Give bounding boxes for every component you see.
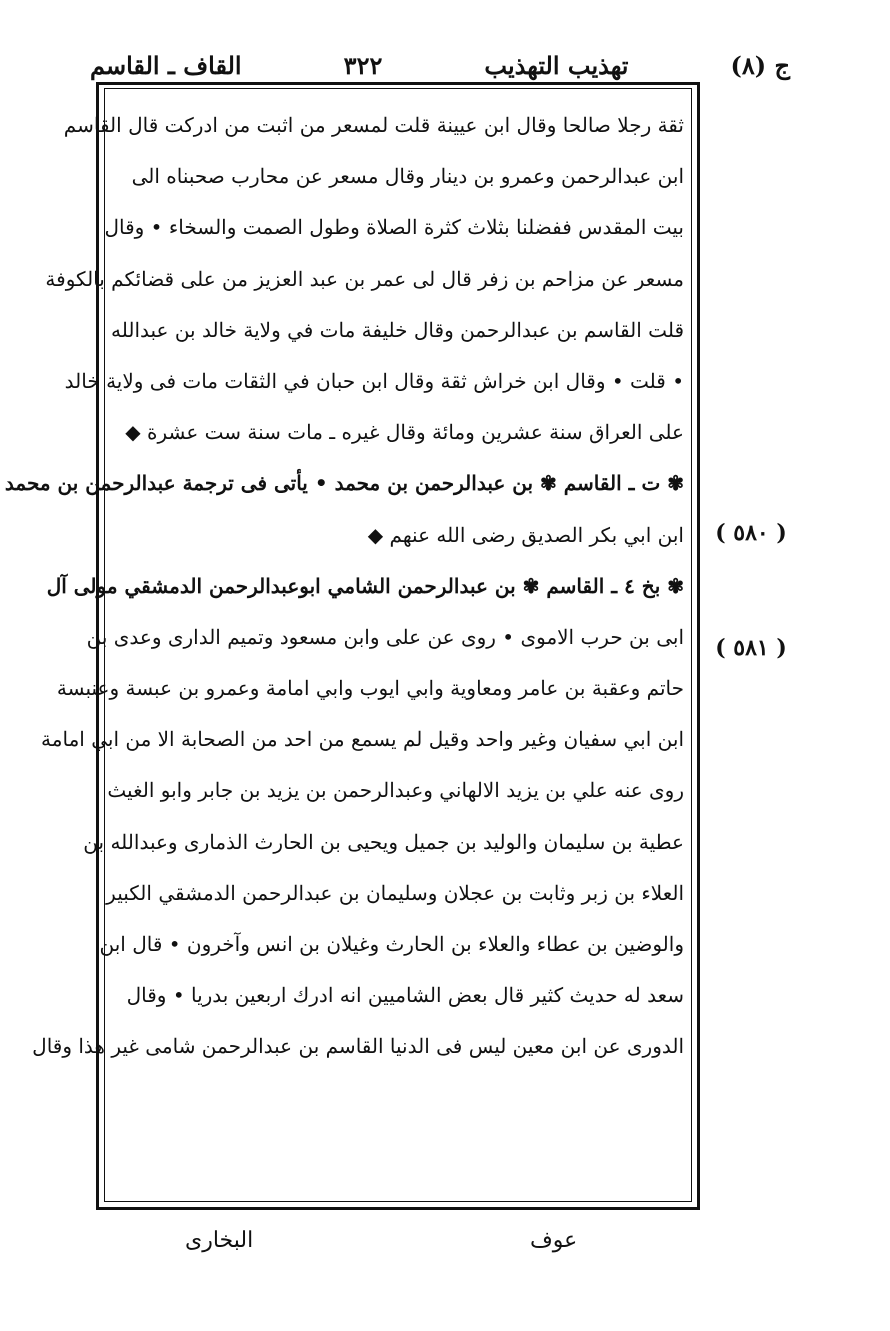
footer-catchword: عوف [530,1228,578,1253]
text-line: على العراق سنة عشرين ومائة وقال غيره ـ مات سنة ست عشرة ◆ [125,420,684,445]
text-line: ابى بن حرب الاموى • روى عن على وابن مسعود وتميم الدارى وعدى بن [86,624,684,649]
body-text [4,100,684,1073]
entry-number-580: ( ٥٨٠ ) [715,520,787,546]
text-line: سعد له حديث كثير قال بعض الشاميين انه ادرك اربعين بدريا • وقال [126,983,684,1008]
text-line: ابن عبدالرحمن وعمرو بن دينار وقال مسعر عن محارب صحبناه الى [131,164,684,189]
text-line: ابن ابي بكر الصديق رضى الله عنهم ◆ [367,522,684,547]
text-line: العلاء بن زبر وثابت بن عجلان وسليمان بن عبدالرحمن الدمشقي الكبير [106,880,684,905]
header-page-number: ٣٢٢ [343,50,383,80]
text-line: عطية بن سليمان والوليد بن جميل ويحيى بن الحارث الذمارى وعبدالله بن [83,829,684,854]
text-line: مسعر عن مزاحم بن زفر قال لى عمر بن عبد العزيز من على قضائكم بالكوفة [45,266,684,291]
entry-number-581: ( ٥٨١ ) [715,635,787,661]
text-line: ثقة رجلا صالحا وقال ابن عيينة قلت لمسعر من اثبت من ادركت قال القاسم [63,113,684,137]
text-line: ابن ابي سفيان وغير واحد وقيل لم يسمع من احد من الصحابة الا من ابي امامة [41,727,684,752]
entry-heading-line: ✾ ت ـ القاسم ✾ بن عبدالرحمن بن محمد • يأتى فى ترجمة عبدالرحمن بن محمد [4,471,684,496]
header-section: القاف ـ القاسم [90,50,242,80]
header-volume: ج (٨) [730,50,790,80]
text-line: • قلت • وقال ابن خراش ثقة وقال ابن حبان في الثقات مات فى ولاية خالد [64,368,684,393]
text-line: بيت المقدس ففضلنا بثلاث كثرة الصلاة وطول الصمت والسخاء • وقال [104,215,684,240]
entry-heading-line: ✾ بخ ٤ ـ القاسم ✾ بن عبدالرحمن الشامي ابوعبدالرحمن الدمشقي مولى آل [46,573,684,598]
footer-catchword-right: البخارى [185,1228,254,1253]
text-line: الدورى عن ابن معين ليس فى الدنيا القاسم بن عبدالرحمن شامى غير هذا وقال [32,1034,684,1059]
text-line: قلت القاسم بن عبدالرحمن وقال خليفة مات في ولاية خالد بن عبدالله [111,317,684,342]
text-line: حاتم وعقبة بن عامر ومعاوية وابي ايوب وابي امامة وعمرو بن عبسة وعنبسة [56,676,684,701]
text-line: والوضين بن عطاء والعلاء بن الحارث وغيلان بن انس وآخرون • قال ابن [99,932,684,956]
header-book-title: تهذيب التهذيب [484,50,629,80]
text-line: روى عنه علي بن يزيد الالهاني وعبدالرحمن بن يزيد بن جابر وابو الغيث [107,778,684,803]
